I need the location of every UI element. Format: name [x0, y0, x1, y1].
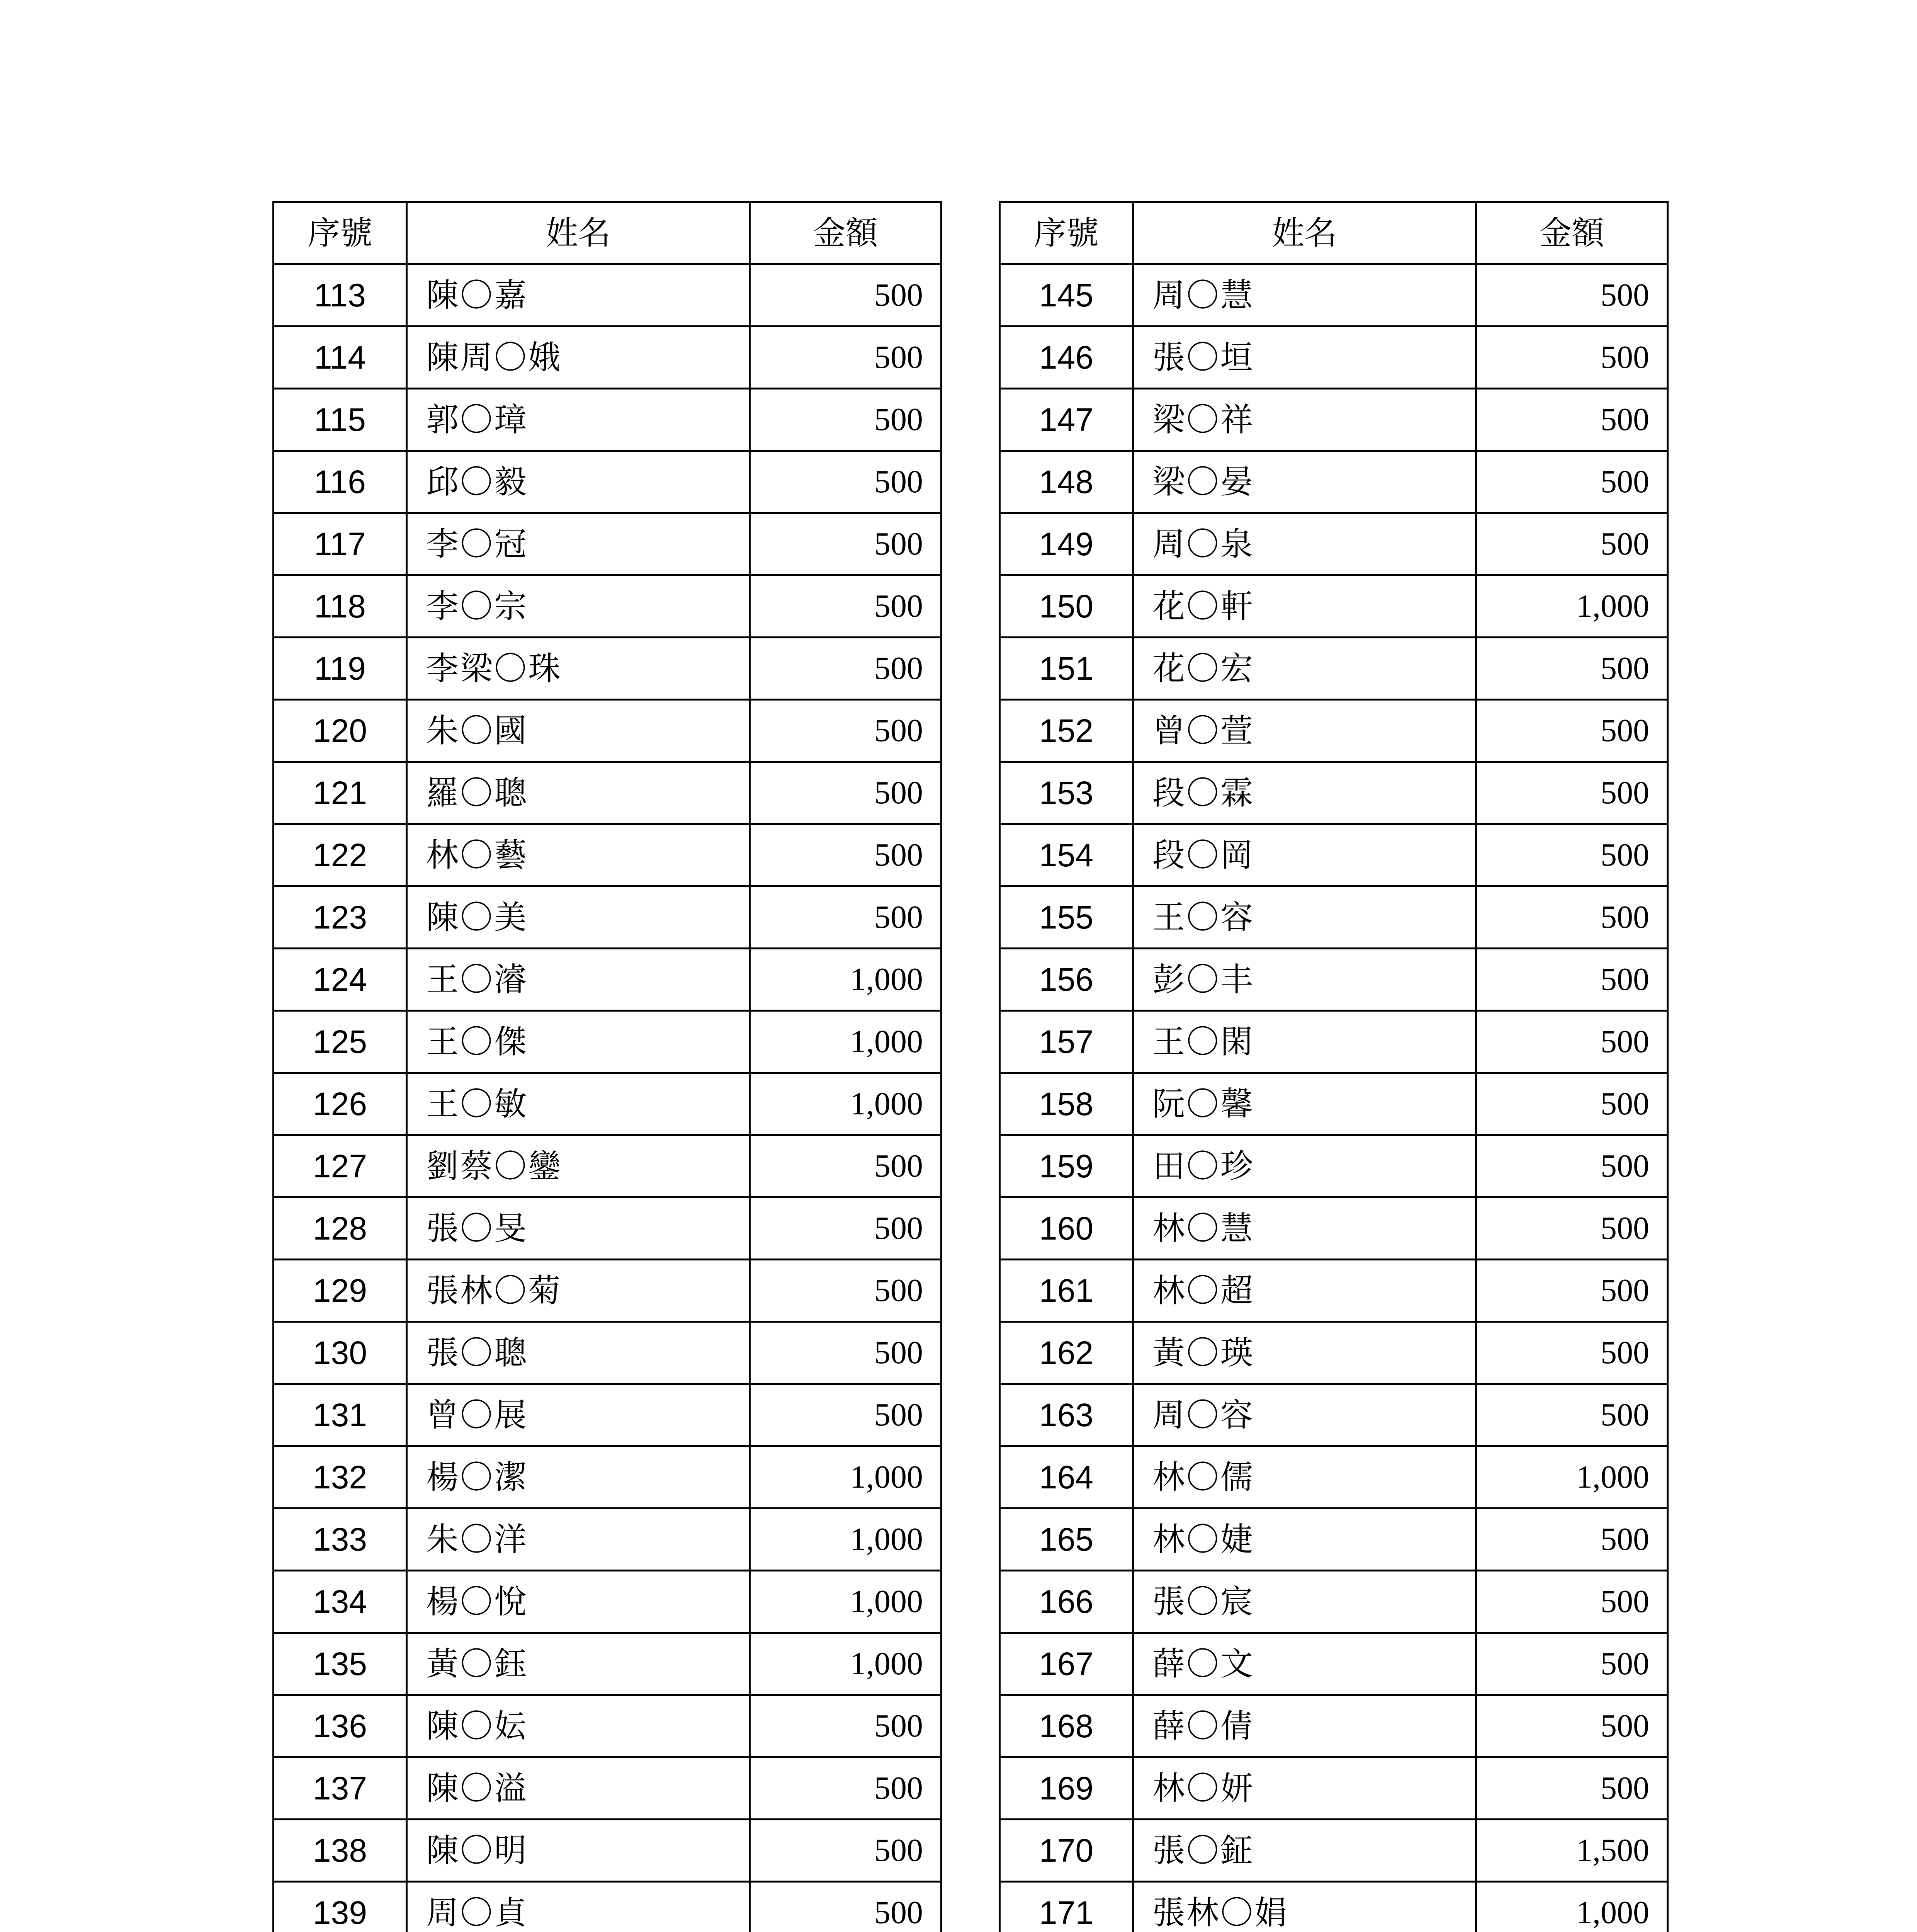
amount-cell: 1,000	[750, 949, 942, 1011]
donor-name-cell: 陳〇嘉	[407, 264, 750, 327]
donor-name-cell: 段〇岡	[1133, 824, 1476, 886]
table-row	[274, 949, 942, 1011]
amount-cell: 500	[1476, 451, 1668, 513]
serial-number-cell: 169	[1000, 1757, 1133, 1820]
table-row	[1000, 1073, 1668, 1135]
donor-name-cell: 花〇軒	[1133, 575, 1476, 638]
donor-name-cell: 林〇婕	[1133, 1509, 1476, 1571]
donor-name-cell: 王〇閑	[1133, 1011, 1476, 1073]
donor-name-cell: 王〇濬	[407, 949, 750, 1011]
donor-name-cell: 陳〇妘	[407, 1695, 750, 1757]
table-row	[274, 824, 942, 886]
serial-number-cell: 113	[274, 264, 407, 327]
serial-number-cell: 121	[274, 762, 407, 824]
column-header-number: 序號	[274, 202, 407, 264]
serial-number-cell: 159	[1000, 1135, 1133, 1197]
donor-name-cell: 段〇霖	[1133, 762, 1476, 824]
donor-name-cell: 張〇鉦	[1133, 1820, 1476, 1882]
table-row	[1000, 1882, 1668, 1932]
table-row	[274, 1384, 942, 1446]
table-header-row	[1000, 202, 1668, 264]
table-row	[1000, 264, 1668, 327]
table-row	[274, 1011, 942, 1073]
donor-name-cell: 林〇慧	[1133, 1197, 1476, 1260]
amount-cell: 500	[750, 1757, 942, 1820]
donor-name-cell: 周〇泉	[1133, 513, 1476, 575]
table-row	[274, 1633, 942, 1695]
table-row	[274, 1197, 942, 1260]
table-row	[1000, 638, 1668, 700]
serial-number-cell: 152	[1000, 700, 1133, 762]
serial-number-cell: 165	[1000, 1509, 1133, 1571]
table-row	[274, 700, 942, 762]
column-header-name: 姓名	[1133, 202, 1476, 264]
amount-cell: 500	[750, 700, 942, 762]
amount-cell: 1,000	[1476, 1882, 1668, 1932]
serial-number-cell: 146	[1000, 327, 1133, 389]
serial-number-cell: 134	[274, 1571, 407, 1633]
table-row	[1000, 762, 1668, 824]
amount-cell: 1,500	[1476, 1820, 1668, 1882]
table-row	[1000, 1260, 1668, 1322]
amount-cell: 500	[1476, 1197, 1668, 1260]
amount-cell: 1,000	[750, 1011, 942, 1073]
table-row	[1000, 1509, 1668, 1571]
serial-number-cell: 154	[1000, 824, 1133, 886]
serial-number-cell: 150	[1000, 575, 1133, 638]
donor-name-cell: 朱〇國	[407, 700, 750, 762]
amount-cell: 500	[750, 1820, 942, 1882]
donor-name-cell: 陳〇明	[407, 1820, 750, 1882]
amount-cell: 500	[750, 575, 942, 638]
amount-cell: 500	[1476, 762, 1668, 824]
donor-name-cell: 李梁〇珠	[407, 638, 750, 700]
table-row	[1000, 1757, 1668, 1820]
donor-name-cell: 田〇珍	[1133, 1135, 1476, 1197]
serial-number-cell: 157	[1000, 1011, 1133, 1073]
serial-number-cell: 126	[274, 1073, 407, 1135]
amount-cell: 500	[750, 638, 942, 700]
amount-cell: 500	[1476, 327, 1668, 389]
amount-cell: 500	[1476, 1073, 1668, 1135]
table-row	[1000, 513, 1668, 575]
amount-cell: 1,000	[1476, 1446, 1668, 1509]
table-row	[274, 327, 942, 389]
amount-cell: 500	[1476, 1260, 1668, 1322]
amount-cell: 500	[750, 824, 942, 886]
donor-name-cell: 王〇敏	[407, 1073, 750, 1135]
amount-cell: 1,000	[750, 1571, 942, 1633]
table-row	[1000, 1820, 1668, 1882]
table-row	[1000, 1384, 1668, 1446]
table-row	[1000, 1135, 1668, 1197]
serial-number-cell: 115	[274, 389, 407, 451]
table-row	[274, 513, 942, 575]
donor-name-cell: 曾〇萱	[1133, 700, 1476, 762]
amount-cell: 500	[750, 1695, 942, 1757]
donor-name-cell: 周〇容	[1133, 1384, 1476, 1446]
serial-number-cell: 130	[274, 1322, 407, 1384]
donor-name-cell: 朱〇洋	[407, 1509, 750, 1571]
column-header-name: 姓名	[407, 202, 750, 264]
amount-cell: 500	[1476, 700, 1668, 762]
serial-number-cell: 131	[274, 1384, 407, 1446]
table-row	[1000, 700, 1668, 762]
amount-cell: 500	[1476, 513, 1668, 575]
serial-number-cell: 166	[1000, 1571, 1133, 1633]
table-row	[274, 886, 942, 949]
amount-cell: 1,000	[750, 1446, 942, 1509]
serial-number-cell: 114	[274, 327, 407, 389]
donor-name-cell: 梁〇晏	[1133, 451, 1476, 513]
donor-name-cell: 梁〇祥	[1133, 389, 1476, 451]
donor-table-left	[272, 201, 942, 1932]
amount-cell: 500	[750, 1135, 942, 1197]
amount-cell: 1,000	[1476, 575, 1668, 638]
table-row	[274, 1322, 942, 1384]
table-row	[274, 451, 942, 513]
donor-name-cell: 阮〇馨	[1133, 1073, 1476, 1135]
amount-cell: 500	[1476, 1695, 1668, 1757]
amount-cell: 500	[1476, 1011, 1668, 1073]
amount-cell: 500	[1476, 1571, 1668, 1633]
donor-name-cell: 楊〇悅	[407, 1571, 750, 1633]
table-row	[1000, 886, 1668, 949]
amount-cell: 500	[1476, 1135, 1668, 1197]
table-row	[274, 1260, 942, 1322]
donor-name-cell: 林〇超	[1133, 1260, 1476, 1322]
donor-name-cell: 張〇宸	[1133, 1571, 1476, 1633]
donor-name-cell: 張〇旻	[407, 1197, 750, 1260]
serial-number-cell: 168	[1000, 1695, 1133, 1757]
donor-name-cell: 薛〇倩	[1133, 1695, 1476, 1757]
donor-name-cell: 陳〇溢	[407, 1757, 750, 1820]
donor-name-cell: 林〇妍	[1133, 1757, 1476, 1820]
amount-cell: 500	[750, 451, 942, 513]
amount-cell: 500	[750, 513, 942, 575]
serial-number-cell: 119	[274, 638, 407, 700]
donor-name-cell: 薛〇文	[1133, 1633, 1476, 1695]
donor-name-cell: 郭〇璋	[407, 389, 750, 451]
donor-name-cell: 黃〇鈺	[407, 1633, 750, 1695]
table-row	[274, 638, 942, 700]
serial-number-cell: 135	[274, 1633, 407, 1695]
table-row	[274, 762, 942, 824]
column-header-amount: 金額	[1476, 202, 1668, 264]
amount-cell: 500	[750, 1260, 942, 1322]
serial-number-cell: 160	[1000, 1197, 1133, 1260]
donor-name-cell: 黃〇瑛	[1133, 1322, 1476, 1384]
amount-cell: 500	[1476, 824, 1668, 886]
amount-cell: 500	[1476, 1633, 1668, 1695]
table-row	[1000, 1633, 1668, 1695]
donor-name-cell: 王〇傑	[407, 1011, 750, 1073]
serial-number-cell: 138	[274, 1820, 407, 1882]
donor-name-cell: 陳〇美	[407, 886, 750, 949]
amount-cell: 500	[1476, 389, 1668, 451]
table-row	[1000, 327, 1668, 389]
table-row	[274, 1757, 942, 1820]
table-row	[274, 1820, 942, 1882]
amount-cell: 500	[750, 1322, 942, 1384]
serial-number-cell: 164	[1000, 1446, 1133, 1509]
serial-number-cell: 128	[274, 1197, 407, 1260]
table-row	[1000, 1197, 1668, 1260]
table-row	[274, 575, 942, 638]
serial-number-cell: 133	[274, 1509, 407, 1571]
table-row	[1000, 1695, 1668, 1757]
serial-number-cell: 116	[274, 451, 407, 513]
amount-cell: 500	[1476, 1384, 1668, 1446]
serial-number-cell: 161	[1000, 1260, 1133, 1322]
serial-number-cell: 155	[1000, 886, 1133, 949]
amount-cell: 500	[1476, 264, 1668, 327]
amount-cell: 500	[1476, 949, 1668, 1011]
serial-number-cell: 127	[274, 1135, 407, 1197]
table-row	[274, 389, 942, 451]
table-row	[274, 1073, 942, 1135]
donor-table-right	[999, 201, 1669, 1932]
donor-name-cell: 邱〇毅	[407, 451, 750, 513]
donor-name-cell: 林〇儒	[1133, 1446, 1476, 1509]
serial-number-cell: 124	[274, 949, 407, 1011]
amount-cell: 500	[750, 1882, 942, 1932]
serial-number-cell: 139	[274, 1882, 407, 1932]
table-row	[1000, 575, 1668, 638]
table-row	[1000, 1011, 1668, 1073]
serial-number-cell: 163	[1000, 1384, 1133, 1446]
serial-number-cell: 120	[274, 700, 407, 762]
table-row	[274, 1882, 942, 1932]
amount-cell: 1,000	[750, 1073, 942, 1135]
donor-name-cell: 羅〇聰	[407, 762, 750, 824]
donor-name-cell: 曾〇展	[407, 1384, 750, 1446]
amount-cell: 500	[1476, 1757, 1668, 1820]
serial-number-cell: 132	[274, 1446, 407, 1509]
donor-name-cell: 李〇冠	[407, 513, 750, 575]
table-row	[1000, 824, 1668, 886]
serial-number-cell: 149	[1000, 513, 1133, 575]
serial-number-cell: 156	[1000, 949, 1133, 1011]
donor-name-cell: 劉蔡〇鑾	[407, 1135, 750, 1197]
serial-number-cell: 167	[1000, 1633, 1133, 1695]
column-header-amount: 金額	[750, 202, 942, 264]
donor-name-cell: 張林〇菊	[407, 1260, 750, 1322]
serial-number-cell: 122	[274, 824, 407, 886]
table-row	[274, 1509, 942, 1571]
amount-cell: 500	[1476, 638, 1668, 700]
amount-cell: 500	[1476, 1322, 1668, 1384]
column-header-number: 序號	[1000, 202, 1133, 264]
table-row	[274, 264, 942, 327]
serial-number-cell: 151	[1000, 638, 1133, 700]
serial-number-cell: 170	[1000, 1820, 1133, 1882]
serial-number-cell: 136	[274, 1695, 407, 1757]
serial-number-cell: 123	[274, 886, 407, 949]
serial-number-cell: 147	[1000, 389, 1133, 451]
amount-cell: 500	[750, 762, 942, 824]
table-row	[1000, 1571, 1668, 1633]
donor-name-cell: 張林〇娟	[1133, 1882, 1476, 1932]
donor-name-cell: 彭〇丰	[1133, 949, 1476, 1011]
table-row	[1000, 389, 1668, 451]
serial-number-cell: 118	[274, 575, 407, 638]
serial-number-cell: 129	[274, 1260, 407, 1322]
table-row	[1000, 949, 1668, 1011]
serial-number-cell: 162	[1000, 1322, 1133, 1384]
donor-name-cell: 周〇貞	[407, 1882, 750, 1932]
table-row	[1000, 451, 1668, 513]
donor-name-cell: 陳周〇娥	[407, 327, 750, 389]
table-row	[1000, 1446, 1668, 1509]
donor-name-cell: 楊〇潔	[407, 1446, 750, 1509]
amount-cell: 1,000	[750, 1509, 942, 1571]
serial-number-cell: 171	[1000, 1882, 1133, 1932]
serial-number-cell: 153	[1000, 762, 1133, 824]
table-row	[274, 1446, 942, 1509]
amount-cell: 500	[750, 389, 942, 451]
donor-name-cell: 林〇藝	[407, 824, 750, 886]
table-row	[274, 1135, 942, 1197]
serial-number-cell: 117	[274, 513, 407, 575]
donor-name-cell: 周〇慧	[1133, 264, 1476, 327]
amount-cell: 500	[750, 327, 942, 389]
table-header-row	[274, 202, 942, 264]
donor-name-cell: 王〇容	[1133, 886, 1476, 949]
table-row	[1000, 1322, 1668, 1384]
amount-cell: 500	[750, 886, 942, 949]
amount-cell: 500	[1476, 1509, 1668, 1571]
donor-name-cell: 李〇宗	[407, 575, 750, 638]
serial-number-cell: 148	[1000, 451, 1133, 513]
donor-name-cell: 張〇聰	[407, 1322, 750, 1384]
amount-cell: 1,000	[750, 1633, 942, 1695]
serial-number-cell: 125	[274, 1011, 407, 1073]
donor-name-cell: 花〇宏	[1133, 638, 1476, 700]
amount-cell: 500	[750, 1384, 942, 1446]
serial-number-cell: 145	[1000, 264, 1133, 327]
table-row	[274, 1571, 942, 1633]
serial-number-cell: 137	[274, 1757, 407, 1820]
amount-cell: 500	[1476, 886, 1668, 949]
amount-cell: 500	[750, 1197, 942, 1260]
table-row	[274, 1695, 942, 1757]
amount-cell: 500	[750, 264, 942, 327]
donor-name-cell: 張〇垣	[1133, 327, 1476, 389]
serial-number-cell: 158	[1000, 1073, 1133, 1135]
